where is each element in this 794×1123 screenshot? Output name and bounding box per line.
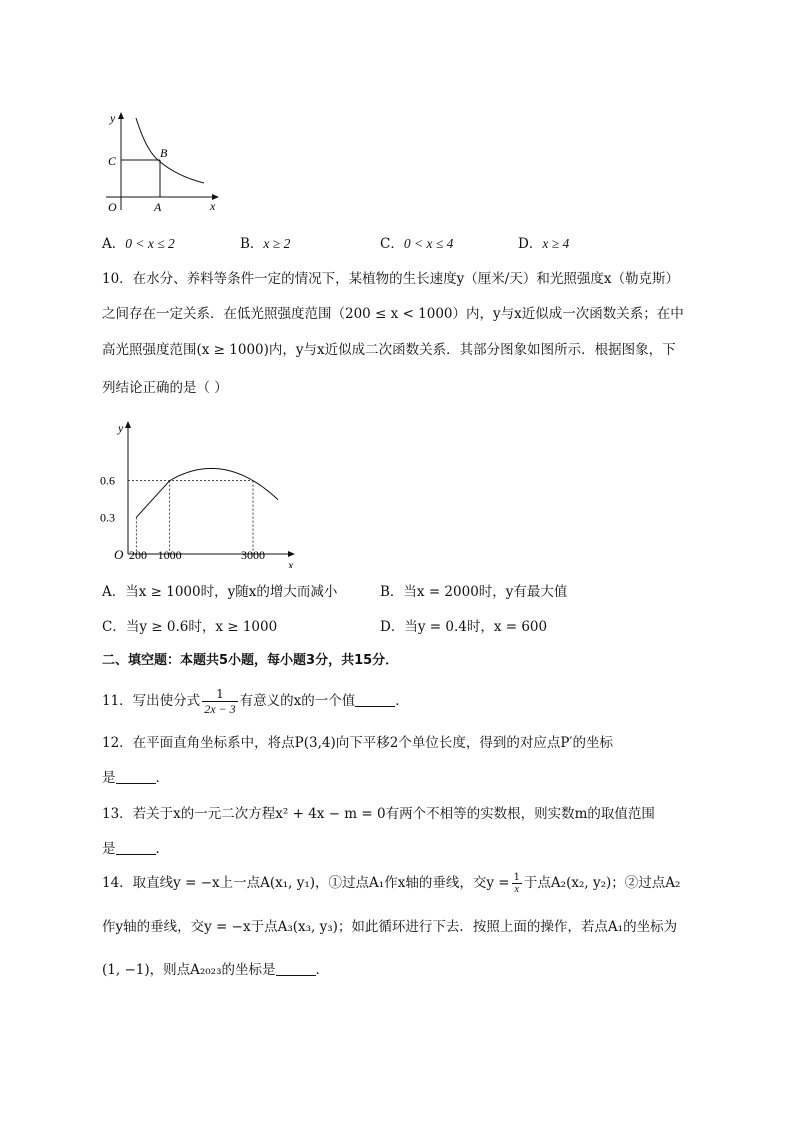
- chart-origin-label: O: [114, 547, 124, 562]
- q9-option-a: A．0 < x ≤ 2: [102, 236, 175, 252]
- chart-x-arrow: [288, 551, 295, 557]
- fig9-origin-label: O: [108, 200, 117, 214]
- q9-option-d: D．x ≥ 4: [518, 236, 570, 252]
- q13-answer-blank[interactable]: [116, 840, 156, 855]
- chart-x-tick-label: 200: [129, 548, 147, 562]
- q9-option-c: C．0 < x ≤ 4: [380, 236, 454, 252]
- q12-answer-blank[interactable]: [116, 769, 156, 784]
- q12-line-2: 是 ．: [102, 770, 169, 786]
- q11-after: 有意义的x的一个值: [239, 693, 356, 709]
- q11-frac-den: 2x − 3: [204, 702, 236, 716]
- q10-option-c: C．当y ≥ 0.6时，x ≥ 1000: [102, 619, 278, 635]
- q13-line-1: 13．若关于x的一元二次方程x² + 4x − m = 0有两个不相等的实数根，则实数m的取值范围: [102, 806, 655, 822]
- q11-end: ．: [395, 693, 409, 709]
- q10-line-4: 列结论正确的是（ ）: [102, 380, 228, 396]
- q10-line-2: 之间存在一定关系．在低光照强度范围（200 ≤ x < 1000）内，y与x近似成一次函数关系；在中: [102, 306, 684, 322]
- q14-line-2: 作y轴的垂线，交y = −x于点A₃(x₃, y₃)；如此循环进行下去．按照上面的操作，若点A₁的坐标为: [102, 919, 678, 935]
- q10-option-b: B．当x = 2000时，y有最大值: [380, 584, 568, 600]
- chart-x-label: x: [288, 558, 294, 568]
- q13-line-2: 是 ．: [102, 841, 169, 857]
- q14-fraction: $\frac{1}{x}$: [513, 872, 520, 895]
- fig9-c-label: C: [108, 154, 117, 168]
- fig9-x-label: x: [210, 199, 216, 213]
- q14-answer-blank[interactable]: [276, 961, 316, 976]
- fig9-a-label: A: [154, 200, 162, 214]
- q10-line-3: 高光照强度范围(x ≥ 1000)内，y与x近似成二次函数关系．其部分图象如图所示．根据图象，下: [102, 342, 676, 358]
- section-2-heading: 二、填空题：本题共5小题，每小题3分，共15分．: [102, 653, 399, 668]
- q10-option-d: D．当y = 0.4时，x = 600: [380, 619, 548, 635]
- chart-x-tick-label: 3000: [241, 548, 265, 562]
- chart-y-arrow: [125, 421, 131, 428]
- q10-chart: [96, 418, 306, 568]
- q14-line-1: 14．取直线y = −x上一点A(x₁, y₁)，①过点A₁作x轴的垂线，交y = $\frac{1}{x}$ 于点A₂(x₂, y₂)；②过点A₂: [102, 872, 681, 895]
- chart-y-tick-label: 0.3: [100, 510, 115, 525]
- q9-figure: [96, 110, 226, 220]
- chart-quadratic-curve: [170, 468, 278, 499]
- q10-option-a: A．当x ≥ 1000时，y随x的增大而减小: [102, 584, 338, 600]
- q11-frac-num: 1: [202, 687, 237, 702]
- q11-before: 11．写出使分式: [102, 693, 201, 709]
- q10-line-1: 10．在水分、养料等条件一定的情况下，某植物的生长速度y（厘米/天）和光照强度x（勒克斯）: [102, 271, 679, 287]
- q9-option-b: B．x ≥ 2: [240, 236, 291, 252]
- fig9-y-label: y: [110, 111, 116, 125]
- q11-answer-blank[interactable]: [355, 692, 395, 707]
- chart-linear-segment: [136, 481, 169, 518]
- q11: [102, 684, 409, 718]
- chart-y-tick-label: 0.6: [100, 473, 115, 488]
- fig9-y-arrow: [118, 112, 124, 119]
- fig9-b-label: B: [160, 146, 168, 160]
- chart-x-tick-label: 1000: [157, 548, 182, 562]
- q14-line-3: (1, −1)，则点A₂₀₂₃的坐标是 ．: [102, 962, 330, 978]
- chart-y-label: y: [118, 421, 124, 435]
- q12-line-1: 12．在平面直角坐标系中，将点P(3,4)向下平移2个单位长度，得到的对应点P′的坐标: [102, 735, 614, 751]
- q11-fraction: [202, 687, 237, 716]
- fig9-hyperbola: [136, 118, 204, 183]
